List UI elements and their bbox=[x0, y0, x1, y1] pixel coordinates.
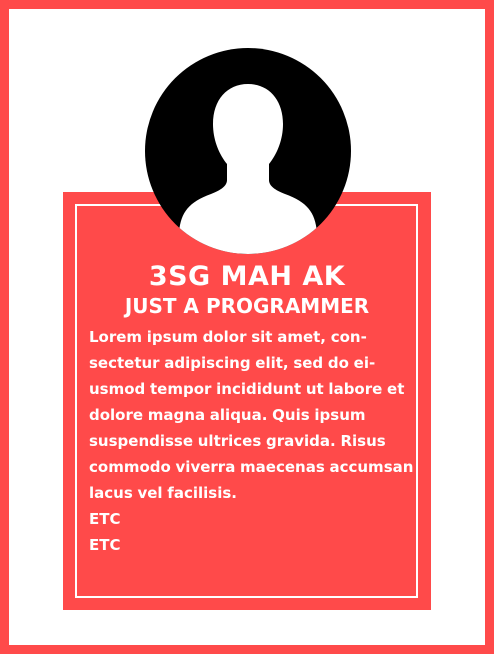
profile-text bbox=[77, 260, 417, 558]
profile-role: JUST A PROGRAMMER bbox=[124, 294, 370, 318]
etc-line-2: ETC bbox=[89, 536, 121, 554]
avatar bbox=[145, 48, 351, 254]
person-silhouette-icon bbox=[145, 48, 351, 254]
profile-name: 3SG MAH AK bbox=[148, 261, 346, 292]
etc-line-1: ETC bbox=[89, 510, 121, 528]
profile-bio: Lorem ipsum dolor sit amet, con- sectetur adipiscing elit, sed do ei- usmod tempor incididunt ut labore et dolore magna aliqua. Quis ipsum suspendisse ultrices gravida. Risus commodo viverra maecenas accumsan lacus vel facilisis. bbox=[89, 328, 414, 502]
